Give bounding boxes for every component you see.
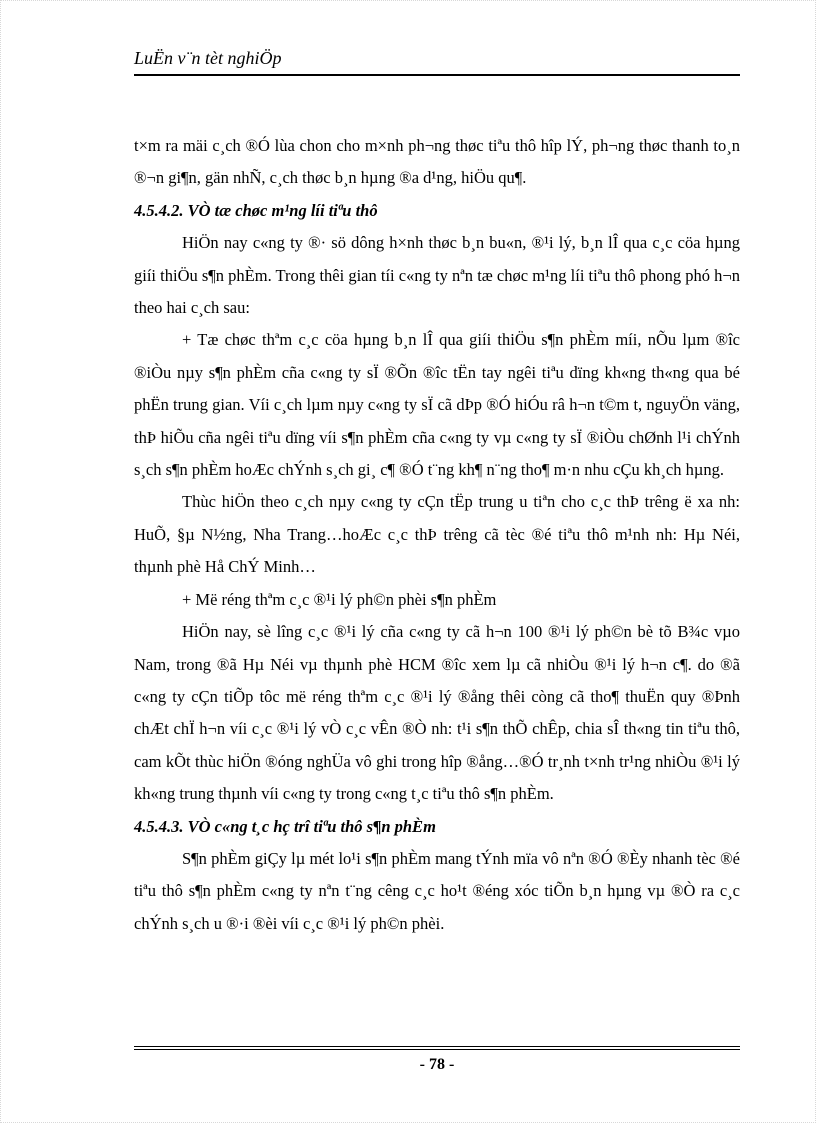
paragraph-sales-network: HiÖn nay c«ng ty ®· sö dông h×nh thøc b¸n bu«n, ®¹i lý, b¸n lÎ qua c¸c cöa hµng giíi thiÖu s¶n phÈm. Trong thêi gian tíi c«ng ty nªn tæ chøc m¹ng líi tiªu thô phong phó h¬n theo hai c¸ch sau: — [134, 233, 740, 318]
page-footer — [134, 1046, 740, 1074]
header-title: LuËn v¨n tèt nghiÖp — [134, 48, 282, 68]
document-body — [134, 130, 740, 940]
section-heading-sales-support: 4.5.4.3. VÒ c«ng t¸c hç trî tiªu thô s¶n phÈm — [134, 816, 436, 836]
paragraph-sales-support: S¶n phÈm giÇy lµ mét lo¹i s¶n phÈm mang tÝnh mïa vô nªn ®Ó ®Èy nhanh tèc ®é tiªu thô s¶n phÈm c«ng ty nªn t¨ng cêng c¸c ho¹t ®éng xóc tiÕn b¸n hµng vµ ®Ò ra c¸c chÝnh s¸ch u ®·i ®èi víi c¸c ®¹i lý ph©n phèi. — [134, 848, 740, 933]
paragraph-retail-stores: + Tæ chøc thªm c¸c cöa hµng b¸n lÎ qua giíi thiÖu s¶n phÈm míi, nÕu lµm ®îc ®iÒu nµy s¶n phÈm cña c«ng ty sÏ ®Õn ®îc tËn tay ngêi tiªu dïng kh«ng th«ng qua bé phËn trung gian. Víi c¸ch lµm nµy c«ng ty sÏ cã dÞp ®Ó hiÓu râ h¬n t©m t, nguyÖn väng, thÞ hiÕu cña ngêi tiªu dïng víi s¶n phÈm cña c«ng ty vµ c«ng ty sÏ ®iÒu chØnh l¹i chÝnh s¸ch s¶n phÈm hoÆc chÝnh s¸ch gi¸ c¶ ®Ó t¨ng kh¶ n¨ng tho¶ m·n nhu cÇu kh¸ch hµng. — [134, 330, 740, 480]
paragraph-priority-markets: Thùc hiÖn theo c¸ch nµy c«ng ty cÇn tËp trung u tiªn cho c¸c thÞ trêng ë xa nh: HuÕ, §µ N½ng, Nha Trang…hoÆc c¸c thÞ trêng cã tèc ®é tiªu thô m¹nh nh: Hµ Néi, thµnh phè Hå ChÝ Minh… — [134, 492, 740, 577]
paragraph-intro: t×m ra mäi c¸ch ®Ó lùa chon cho m×nh ph¬ng thøc tiªu thô hîp lÝ, ph¬ng thøc thanh to¸n ®¬n gi¶n, gän nhÑ, c¸ch thøc b¸n hµng ®a d¹ng, hiÖu qu¶. — [134, 136, 740, 188]
paragraph-expand-agents-title: + Më réng thªm c¸c ®¹i lý ph©n phèi s¶n phÈm — [182, 589, 497, 609]
footer-rule — [134, 1046, 740, 1050]
page-number: - 78 - — [419, 1056, 455, 1073]
section-heading-sales-network: 4.5.4.2. VÒ tæ chøc m¹ng líi tiªu thô — [134, 200, 378, 220]
page-header — [134, 46, 740, 76]
paragraph-agents: HiÖn nay, sè lîng c¸c ®¹i lý cña c«ng ty cã h¬n 100 ®¹i lý ph©n bè tõ B¾c vµo Nam, trong ®ã Hµ Néi vµ thµnh phè HCM ®îc xem lµ cã nhiÒu ®¹i lý h¬n c¶. do ®ã c«ng ty cÇn tiÕp tôc më réng thªm c¸c ®¹i lý ®ång thêi còng cã tho¶ thuËn quy ®Þnh chÆt chÏ h¬n víi c¸c ®¹i lý vÒ c¸c vÊn ®Ò nh: t¹i s¶n thÕ chÊp, chia sÎ th«ng tin tiªu thô, cam kÕt thùc hiÖn ®óng nghÜa vô ghi trong hîp ®ång…®Ó tr¸nh t×nh tr¹ng nhiÒu ®¹i lý kh«ng trung thµnh víi c«ng ty trong c«ng t¸c tiªu thô s¶n phÈm. — [134, 622, 740, 804]
